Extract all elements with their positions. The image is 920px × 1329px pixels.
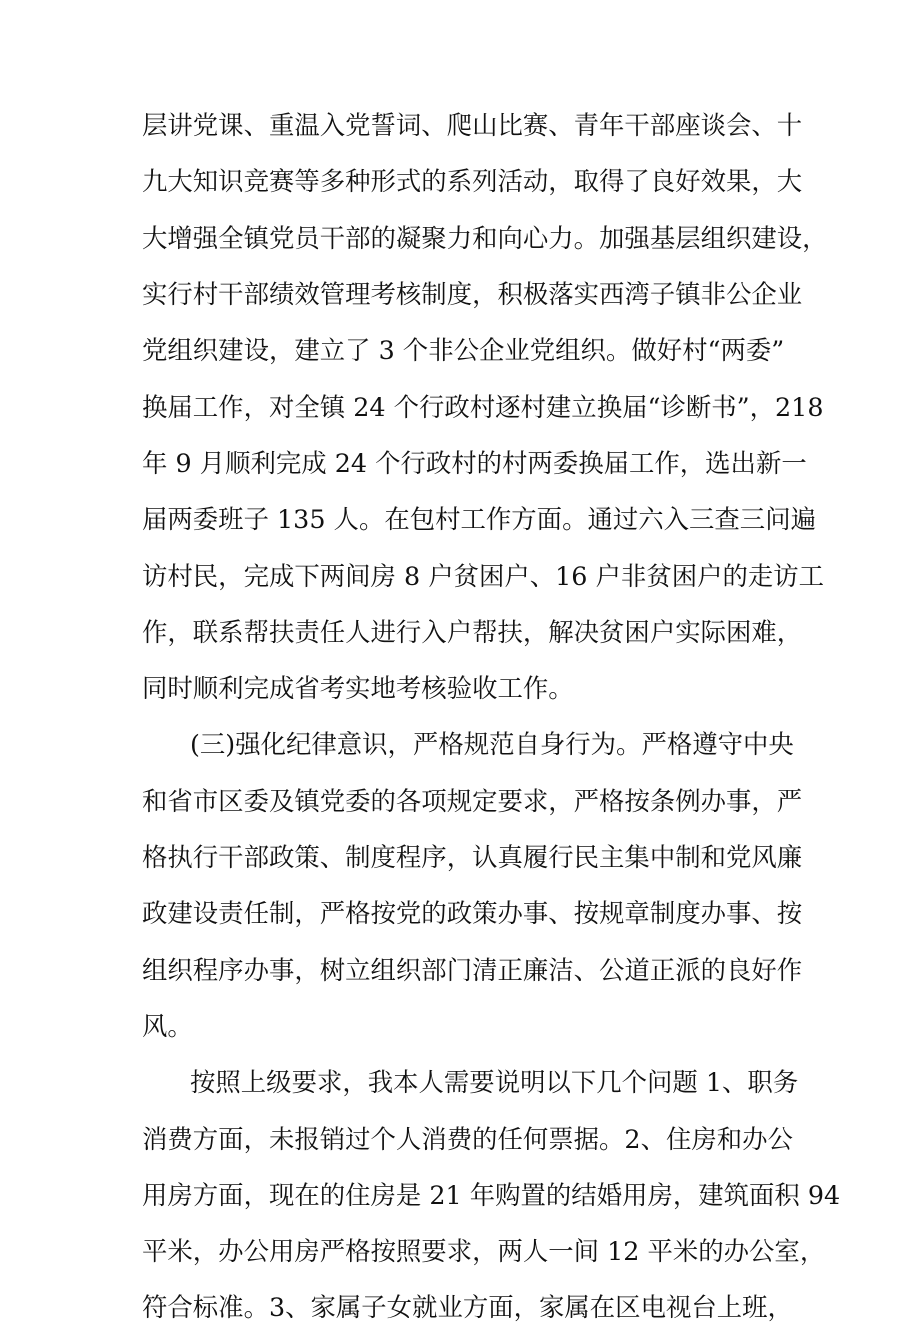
text-line-13: 和省市区委及镇党委的各项规定要求，严格按条例办事，严 (142, 786, 803, 816)
text-line-1: 层讲党课、重温入党誓词、爬山比赛、青年干部座谈会、十 (142, 110, 803, 140)
text-line-20: 用房方面，现在的住房是 21 年购置的结婚用房，建筑面积 94 (142, 1180, 841, 1210)
text-line-7: 年 9 月顺利完成 24 个行政村的村两委换届工作，选出新一 (142, 448, 807, 478)
text-line-9: 访村民，完成下两间房 8 户贫困户、16 户非贫困户的走访工 (142, 561, 825, 591)
text-line-4: 实行村干部绩效管理考核制度，积极落实西湾子镇非公企业 (142, 279, 803, 309)
text-line-22: 符合标准。3、家属子女就业方面，家属在区电视台上班， (142, 1292, 793, 1322)
text-line-18: 按照上级要求，我本人需要说明以下几个问题 1、职务 (190, 1067, 799, 1097)
text-line-21: 平米，办公用房严格按照要求，两人一间 12 平米的办公室， (142, 1236, 826, 1266)
text-line-8: 届两委班子 135 人。在包村工作方面。通过六入三查三问遍 (142, 504, 816, 534)
text-line-10: 作，联系帮扶责任人进行入户帮扶，解决贫困户实际困难， (142, 617, 803, 647)
text-line-5: 党组织建设，建立了 3 个非公企业党组织。做好村“两委” (142, 335, 785, 365)
text-line-2: 九大知识竞赛等多种形式的系列活动，取得了良好效果，大 (142, 166, 803, 196)
text-line-6: 换届工作，对全镇 24 个行政村逐村建立换届“诊断书”，218 (142, 392, 824, 422)
text-line-16: 组织程序办事，树立组织部门清正廉洁、公道正派的良好作 (142, 955, 803, 985)
text-line-17: 风。 (142, 1011, 193, 1041)
text-line-15: 政建设责任制，严格按党的政策办事、按规章制度办事、按 (142, 898, 803, 928)
text-line-11: 同时顺利完成省考实地考核验收工作。 (142, 673, 574, 703)
text-line-3: 大增强全镇党员干部的凝聚力和向心力。加强基层组织建设， (142, 223, 828, 253)
text-line-12: (三)强化纪律意识，严格规范自身行为。严格遵守中央 (190, 729, 794, 759)
text-line-14: 格执行干部政策、制度程序，认真履行民主集中制和党风廉 (142, 842, 803, 872)
text-line-19: 消费方面，未报销过个人消费的任何票据。2、住房和办公 (142, 1124, 793, 1154)
